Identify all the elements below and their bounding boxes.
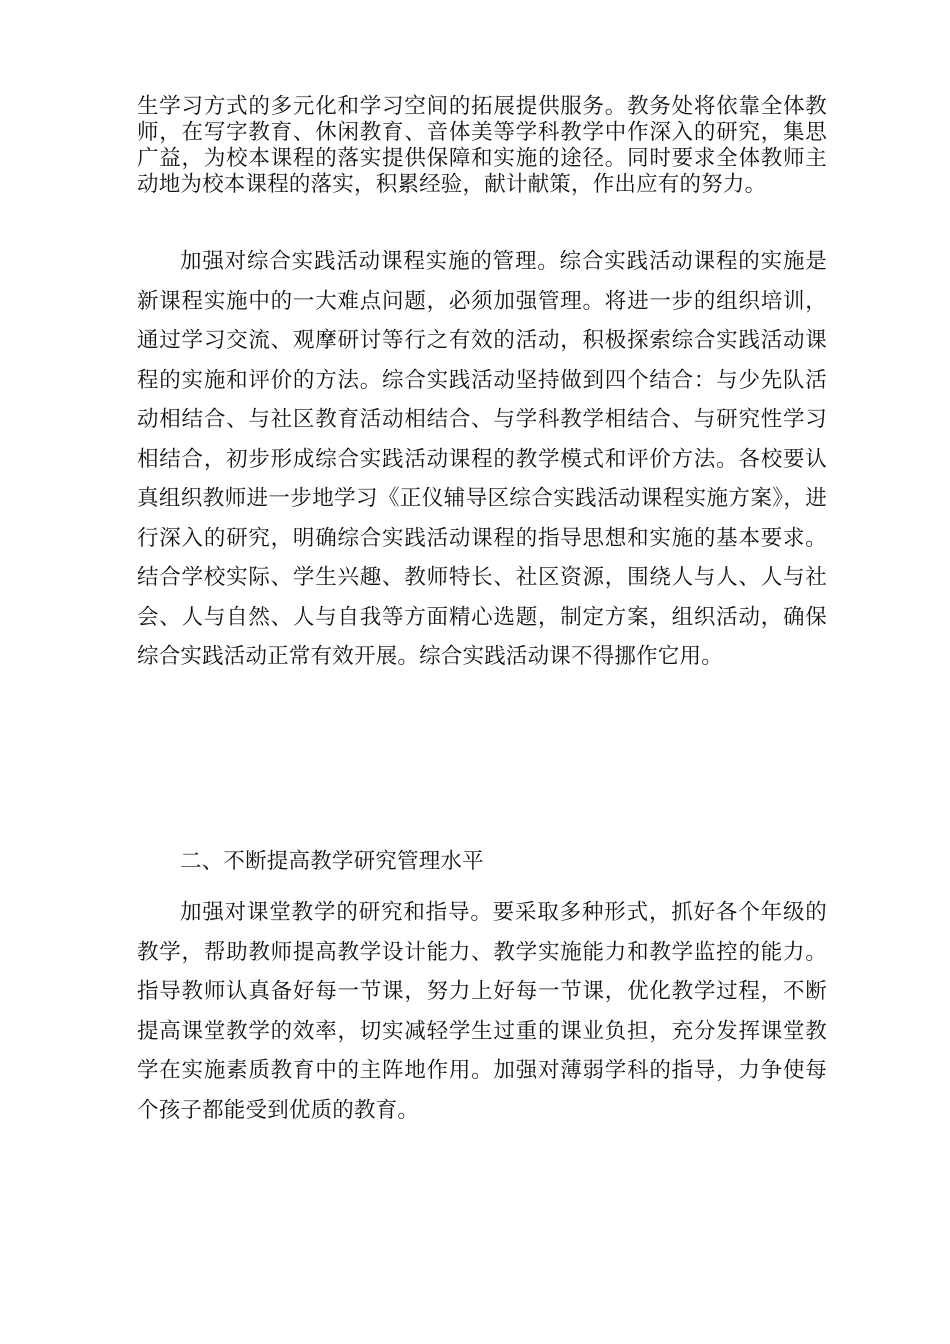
paragraph-continuation: 生学习方式的多元化和学习空间的拓展提供服务。教务处将依靠全体教师，在写字教育、休闲教育、音体美等学科教学中作深入的研究，集思广益，为校本课程的落实提供保障和实施的途径。同时要求全体教师主动地为校本课程的落实，积累经验，献计献策，作出应有的努力。 xyxy=(137,94,827,197)
paragraph-classroom-teaching: 加强对课堂教学的研究和指导。要采取多种形式，抓好各个年级的教学，帮助教师提高教学设计能力、教学实施能力和教学监控的能力。指导教师认真备好每一节课，努力上好每一节课，优化教学过程，不断提高课堂教学的效率，切实减轻学生过重的课业负担，充分发挥课堂教学在实施素质教育中的主阵地作用。加强对薄弱学科的指导，力争使每个孩子都能受到优质的教育。 xyxy=(137,900,827,1123)
paragraph-comprehensive-practice: 加强对综合实践活动课程实施的管理。综合实践活动课程的实施是新课程实施中的一大难点问题，必须加强管理。将进一步的组织培训，通过学习交流、观摩研讨等行之有效的活动，积极探索综合实践活动课程的实施和评价的方法。综合实践活动坚持做到四个结合：与少先队活动相结合、与社区教育活动相结合、与学科教学相结合、与研究性学习相结合，初步形成综合实践活动课程的教学模式和评价方法。各校要认真组织教师进一步地学习《正仪辅导区综合实践活动课程实施方案》，进行深入的研究，明确综合实践活动课程的指导思想和实施的基本要求。结合学校实际、学生兴趣、教师特长、社区资源，围绕人与人、人与社会、人与自然、人与自我等方面精心选题，制定方案，组织活动，确保综合实践活动正常有效开展。综合实践活动课不得挪作它用。 xyxy=(137,249,827,669)
section-heading: 二、不断提高教学研究管理水平 xyxy=(180,849,484,874)
